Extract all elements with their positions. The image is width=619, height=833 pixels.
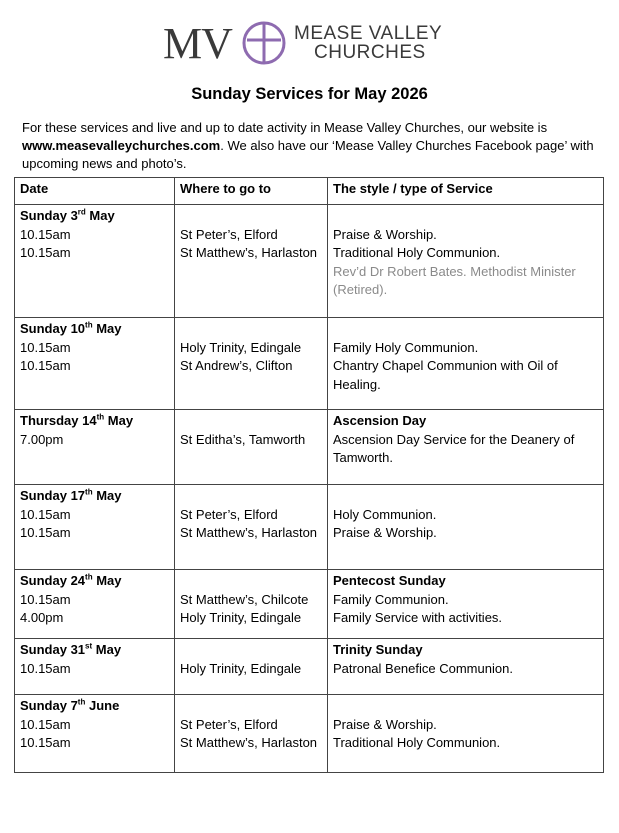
service-time: 4.00pm — [20, 610, 64, 625]
spacer — [180, 320, 322, 339]
cross-circle-icon — [241, 20, 287, 66]
church-name: Holy Trinity, Edingale — [180, 339, 302, 355]
website-link[interactable]: www.measevalleychurches.com — [22, 138, 221, 153]
spacer — [333, 487, 598, 506]
place-cell — [175, 205, 328, 318]
logo — [163, 20, 453, 68]
services-table — [14, 177, 604, 773]
date-cell — [15, 205, 175, 318]
table-row — [15, 205, 604, 318]
logo-line-1: MEASE VALLEY — [294, 23, 443, 44]
date-cell — [15, 485, 175, 570]
date-day: Sunday 3 — [20, 208, 78, 223]
date-ordinal: th — [85, 320, 93, 330]
header-date: Date — [15, 178, 175, 205]
date-day: Sunday 7 — [20, 698, 78, 713]
date-ordinal: th — [96, 412, 105, 422]
service-time: 10.15am — [20, 358, 71, 373]
date-cell — [15, 318, 175, 410]
date-month: May — [92, 488, 122, 503]
date-heading — [20, 207, 169, 226]
date-heading — [20, 487, 169, 506]
date-cell — [15, 570, 175, 639]
service-time: 10.15am — [20, 245, 71, 260]
service-cell — [328, 695, 604, 773]
service-type: Family Service with activities. — [333, 610, 503, 625]
date-month: May — [85, 208, 115, 223]
church-name: Holy Trinity, Edingale — [180, 660, 302, 676]
service-type: Holy Communion. — [333, 506, 437, 522]
date-day: Thursday 14 — [20, 413, 97, 428]
date-ordinal: th — [85, 487, 93, 497]
logo-mv-text: MV — [163, 19, 232, 68]
table-row — [15, 410, 604, 485]
church-name: St Matthew’s, Harlaston — [180, 735, 318, 750]
service-time: 10.15am — [20, 506, 71, 522]
spacer — [333, 697, 598, 716]
date-day: Sunday 31 — [20, 642, 86, 657]
place-cell — [175, 695, 328, 773]
spacer — [333, 320, 598, 339]
place-cell — [175, 485, 328, 570]
service-time: 10.15am — [20, 525, 71, 540]
church-name: St Matthew’s, Harlaston — [180, 245, 318, 260]
service-time: 10.15am — [20, 226, 71, 242]
spacer — [180, 641, 322, 660]
intro-text-1: For these services and live and up to date activity in Mease Valley Churches, our website is — [22, 120, 548, 135]
intro-paragraph — [22, 119, 602, 173]
date-heading — [20, 572, 169, 591]
service-type: Praise & Worship. — [333, 525, 437, 540]
spacer — [180, 572, 322, 591]
date-cell — [15, 695, 175, 773]
service-cell — [328, 318, 604, 410]
table-header-row — [15, 178, 604, 205]
service-note: Rev’d Dr Robert Bates. Methodist Minister (Retired). — [333, 263, 576, 297]
service-type: Ascension Day Service for the Deanery of Tamworth. — [333, 431, 575, 465]
date-heading — [20, 641, 169, 660]
service-time: 10.15am — [20, 591, 71, 607]
service-type: Praise & Worship. — [333, 226, 437, 242]
service-time: 10.15am — [20, 339, 71, 355]
date-month: May — [92, 573, 122, 588]
header-style: The style / type of Service — [328, 178, 604, 205]
date-heading — [20, 697, 169, 716]
service-cell — [328, 410, 604, 485]
spacer — [180, 487, 322, 506]
church-name: St Matthew’s, Chilcote — [180, 591, 309, 607]
date-heading — [20, 412, 169, 431]
service-cell — [328, 570, 604, 639]
service-type: Traditional Holy Communion. — [333, 735, 501, 750]
header-where: Where to go to — [175, 178, 328, 205]
date-month: May — [104, 413, 134, 428]
service-type: Chantry Chapel Communion with Oil of Healing. — [333, 358, 558, 392]
service-heading: Trinity Sunday — [333, 642, 423, 657]
place-cell — [175, 639, 328, 695]
table-row — [15, 318, 604, 410]
service-time: 10.15am — [20, 716, 71, 732]
church-name: St Peter’s, Elford — [180, 226, 278, 242]
church-name: St Editha’s, Tamworth — [180, 431, 306, 447]
table-row — [15, 695, 604, 773]
service-cell — [328, 485, 604, 570]
date-heading — [20, 320, 169, 339]
service-heading: Ascension Day — [333, 413, 427, 428]
date-day: Sunday 17 — [20, 488, 86, 503]
spacer — [333, 207, 598, 226]
date-day: Sunday 24 — [20, 573, 86, 588]
date-ordinal: th — [77, 697, 86, 707]
church-name: St Peter’s, Elford — [180, 716, 278, 732]
table-row — [15, 485, 604, 570]
logo-line-2: CHURCHES — [314, 42, 426, 63]
date-month: June — [85, 698, 120, 713]
table-row — [15, 639, 604, 695]
logo-wordmark — [294, 24, 442, 62]
date-cell — [15, 639, 175, 695]
service-type: Traditional Holy Communion. — [333, 245, 501, 260]
service-cell — [328, 639, 604, 695]
date-ordinal: rd — [77, 207, 86, 217]
date-day: Sunday 10 — [20, 321, 86, 336]
place-cell — [175, 410, 328, 485]
service-cell — [328, 205, 604, 318]
service-type: Family Communion. — [333, 591, 449, 607]
spacer — [180, 207, 322, 226]
place-cell — [175, 570, 328, 639]
service-type: Patronal Benefice Communion. — [333, 660, 513, 676]
service-time: 7.00pm — [20, 431, 64, 447]
church-name: St Peter’s, Elford — [180, 506, 278, 522]
service-heading: Pentecost Sunday — [333, 573, 446, 588]
service-time: 10.15am — [20, 660, 71, 676]
date-ordinal: th — [85, 572, 93, 582]
church-name: St Matthew’s, Harlaston — [180, 525, 318, 540]
service-type: Family Holy Communion. — [333, 339, 479, 355]
date-cell — [15, 410, 175, 485]
church-name: Holy Trinity, Edingale — [180, 610, 302, 625]
service-type: Praise & Worship. — [333, 716, 437, 732]
date-month: May — [92, 642, 122, 657]
date-ordinal: st — [85, 641, 93, 651]
table-row — [15, 570, 604, 639]
spacer — [180, 412, 322, 431]
place-cell — [175, 318, 328, 410]
intro-text-2: . We also have our ‘Mease Valley Churches Facebook page’ with upcoming news and photo’s. — [22, 138, 594, 171]
date-month: May — [92, 321, 122, 336]
page-title: Sunday Services for May 2026 — [191, 85, 428, 103]
church-name: St Andrew’s, Clifton — [180, 358, 293, 373]
spacer — [180, 697, 322, 716]
service-time: 10.15am — [20, 735, 71, 750]
